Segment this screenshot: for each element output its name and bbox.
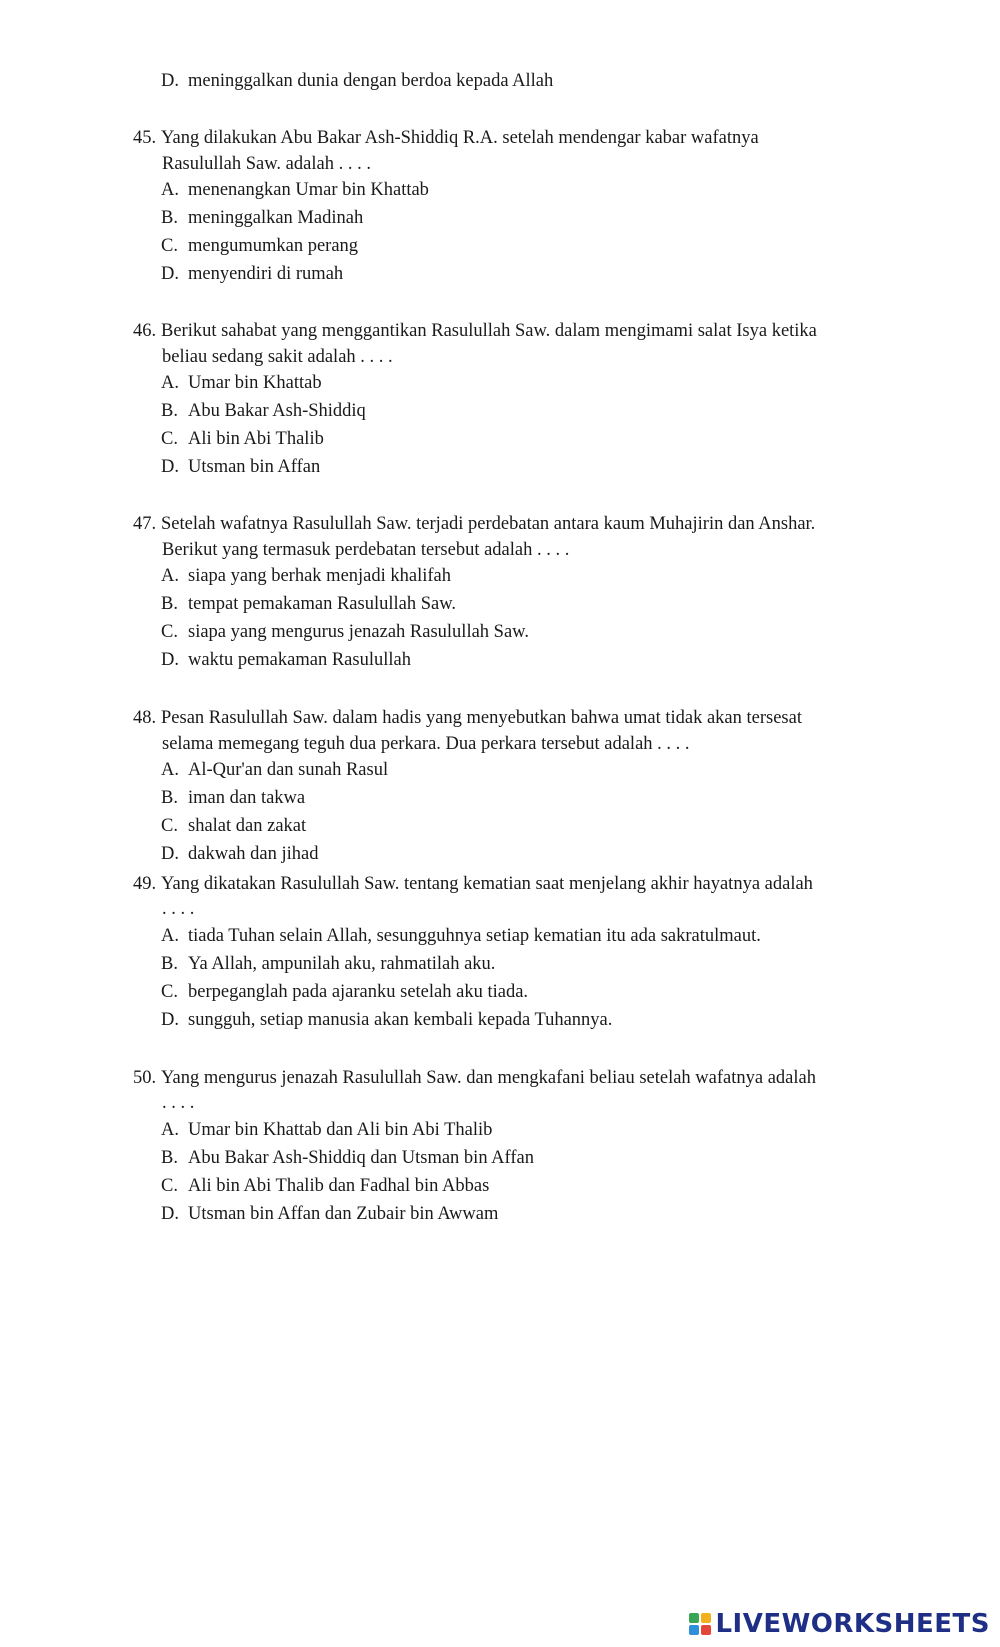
option-text: menyendiri di rumah [188,264,344,284]
question-text-cont: Rasulullah Saw. adalah . . . . [162,154,371,174]
option-text: iman dan takwa [188,788,306,808]
question-text-cont: . . . . [162,899,195,919]
option-letter: B. [161,594,178,614]
option-text: siapa yang berhak menjadi khalifah [188,566,452,586]
option-text: mengumumkan perang [188,236,359,256]
option-text: sungguh, setiap manusia akan kembali kepada Tuhannya. [188,1010,613,1030]
option-letter: D. [161,457,179,477]
question-text-cont: beliau sedang sakit adalah . . . . [162,347,393,367]
option-letter: C. [161,236,178,256]
question-text-cont: selama memegang teguh dua perkara. Dua perkara tersebut adalah . . . . [162,734,690,754]
option-text: Umar bin Khattab dan Ali bin Abi Thalib [188,1120,493,1140]
option-text: berpeganglah pada ajaranku setelah aku tiada. [188,982,529,1002]
option-letter: D. [161,844,179,864]
option-text: tempat pemakaman Rasulullah Saw. [188,594,457,614]
question-text: Yang dikatakan Rasulullah Saw. tentang kematian saat menjelang akhir hayatnya adalah [161,874,813,894]
option-text: Abu Bakar Ash-Shiddiq [188,401,366,421]
question-number: 47. [133,514,157,534]
option-text: Ali bin Abi Thalib dan Fadhal bin Abbas [188,1176,490,1196]
option-letter: D. [161,1204,179,1224]
option-letter: D. [161,650,179,670]
option-letter: A. [161,926,179,946]
option-letter: C. [161,982,178,1002]
question-text: Setelah wafatnya Rasulullah Saw. terjadi perdebatan antara kaum Muhajirin dan Anshar. [161,514,816,534]
option-text: tiada Tuhan selain Allah, sesungguhnya setiap kematian itu ada sakratulmaut. [188,926,761,946]
option-letter: C. [161,429,178,449]
question-text: Yang mengurus jenazah Rasulullah Saw. dan mengkafani beliau setelah wafatnya adalah [161,1068,816,1088]
option-letter: A. [161,760,179,780]
option-letter: C. [161,1176,178,1196]
option-letter: B. [161,401,178,421]
option-text: Al-Qur'an dan sunah Rasul [188,760,389,780]
question-number: 49. [133,874,157,894]
option-letter: C. [161,622,178,642]
option-text: Abu Bakar Ash-Shiddiq dan Utsman bin Affan [188,1148,534,1168]
option-letter: A. [161,180,179,200]
option-letter: B. [161,788,178,808]
question-text-cont: . . . . [162,1093,195,1113]
option-letter: B. [161,1148,178,1168]
question-text: Berikut sahabat yang menggantikan Rasulullah Saw. dalam mengimami salat Isya ketika [161,321,817,341]
option-text: Utsman bin Affan [188,457,321,477]
question-text: Yang dilakukan Abu Bakar Ash-Shiddiq R.A. setelah mendengar kabar wafatnya [161,128,759,148]
option-letter: B. [161,954,178,974]
option-letter: D. [161,264,179,284]
question-number: 50. [133,1068,157,1088]
option-letter: A. [161,566,179,586]
question-text: Pesan Rasulullah Saw. dalam hadis yang menyebutkan bahwa umat tidak akan tersesat [161,708,802,728]
option-letter: C. [161,816,178,836]
option-text: Umar bin Khattab [188,373,322,393]
carryover-option-letter: D. [161,71,179,91]
liveworksheets-logo-icon [689,1613,711,1635]
option-letter: D. [161,1010,179,1030]
liveworksheets-brand [689,1609,990,1639]
option-text: Ali bin Abi Thalib [188,429,324,449]
option-text: Ya Allah, ampunilah aku, rahmatilah aku. [188,954,496,974]
question-number: 45. [133,128,157,148]
option-letter: A. [161,1120,179,1140]
brand-name: LIVEWORKSHEETS [715,1609,990,1639]
option-text: dakwah dan jihad [188,844,319,864]
option-letter: A. [161,373,179,393]
carryover-option-text: meninggalkan dunia dengan berdoa kepada Allah [188,71,554,91]
question-number: 46. [133,321,157,341]
option-text: siapa yang mengurus jenazah Rasulullah Saw. [188,622,529,642]
option-text: shalat dan zakat [188,816,307,836]
question-text-cont: Berikut yang termasuk perdebatan tersebut adalah . . . . [162,540,570,560]
option-text: Utsman bin Affan dan Zubair bin Awwam [188,1204,499,1224]
option-text: meninggalkan Madinah [188,208,364,228]
question-number: 48. [133,708,157,728]
option-letter: B. [161,208,178,228]
option-text: waktu pemakaman Rasulullah [188,650,411,670]
option-text: menenangkan Umar bin Khattab [188,180,429,200]
